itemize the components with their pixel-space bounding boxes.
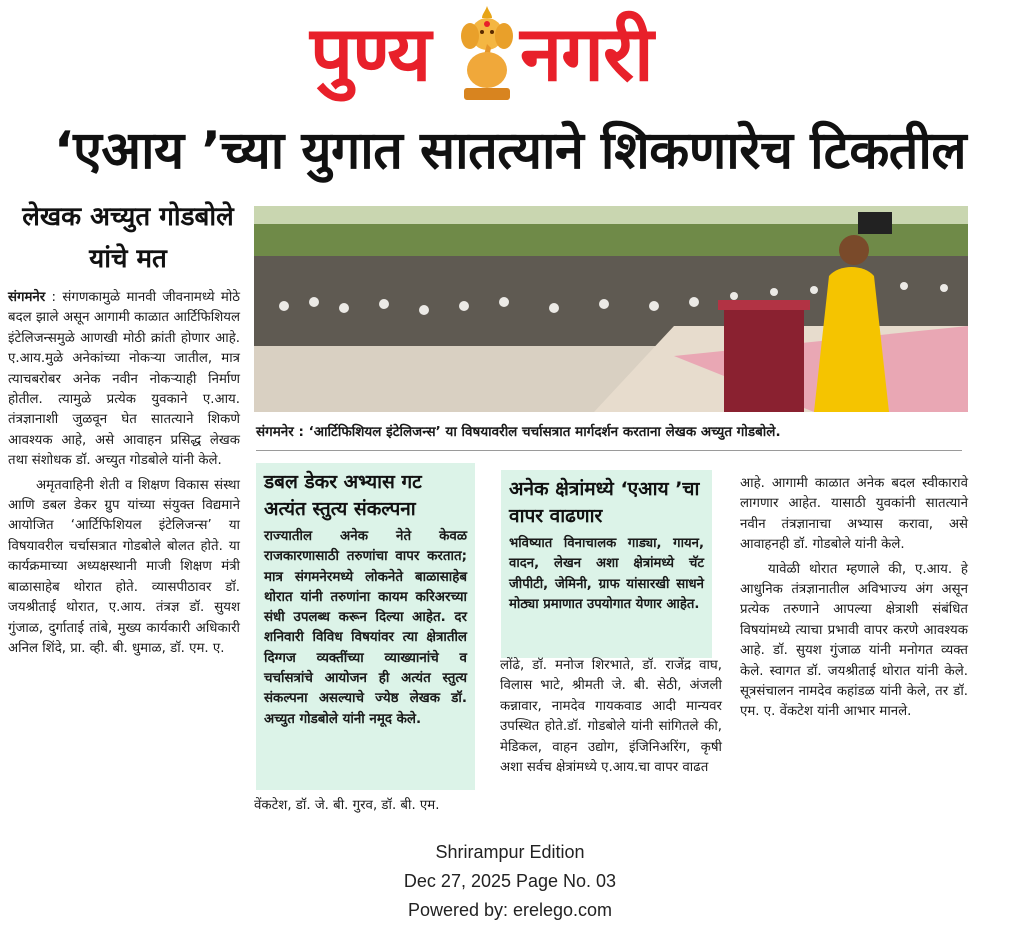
paragraph: आहे. आगामी काळात अनेक बदल स्वीकारावे लागणार आहेत. यासाठी युवकांनी सातत्याने नवीन तंत्रज्ञानाचा अभ्यास करावा, असे आवाहनही डॉ. गोडबोले यांनी केले.	[740, 476, 968, 553]
article-column-3: लोंढे, डॉ. मनोज शिरभाते, डॉ. राजेंद्र वाघ, विलास भाटे, श्रीमती जे. बी. सेठी, अंजली कन्नावार, नामदेव गायकवाड आदी मान्यवर उपस्थित होते.डॉ. गोडबोले यांनी सांगितले की, मेडिकल, वाहन उद्योग, इंजिनिअरिंग, कृषी अशा सर्वच क्षेत्रांमध्ये ए.आय.चा वापर वाढत	[500, 658, 722, 776]
article-column-4	[740, 474, 968, 723]
paragraph: : संगणकामुळे मानवी जीवनामध्ये मोठे बदल झाले असून आगामी काळात आर्टिफिशियल इंटेलिजन्समुळे आणखी मोठी क्रांती होणार आहे. ए.आय.मुळे अनेकांच्या नोकऱ्या जातील, मात्र त्याचबरोबर अनेक नवीन नोकऱ्याही निर्माण होतील. त्यामुळे प्रत्येक युवकाने ए.आय. तंत्रज्ञानाशी जुळवून घेत सातत्याने शिकणे आवश्यक आहे, असे आवाहन प्रसिद्ध लेखक तथा संशोधक डॉ. अच्युत गोडबोले यांनी केले.	[8, 290, 240, 469]
headline: ‘एआय ’च्या युगात सातत्याने शिकणारेच टिकतील	[53, 121, 967, 181]
powered-by-label: Powered by: erelego.com	[407, 900, 613, 920]
box-body: भविष्यात विनाचालक गाड्या, गायन, वादन, लेखन अशा क्षेत्रांमध्ये चॅट जीपीटी, जेमिनी, ग्राफ यांसारखी साधने मोठ्या प्रमाणात उपयोगात येणार आहेत.	[509, 536, 704, 612]
event-photo	[254, 206, 968, 412]
date-page-label: Dec 27, 2025 Page No. 03	[403, 871, 617, 891]
masthead	[0, 0, 1020, 110]
edition-label: Shrirampur Edition	[435, 842, 585, 862]
article-column-1	[8, 288, 240, 659]
paragraph: अमृतवाहिनी शेती व शिक्षण विकास संस्था आणि डबल डेकर ग्रुप यांच्या संयुक्त विद्यमाने आयोजित ‘आर्टिफिशियल इंटेलिजन्स’ या विषयावरील चर्चासत्रात गोडबोले बोलत होते. या कार्यक्रमाच्या अध्यक्षस्थानी माजी शिक्षण मंत्री बाळासाहेब थोरात होते. व्यासपीठावर डॉ. जयश्रीताई थोरात, ए.आय. तंत्रज्ञ डॉ. सुयश गुंजाळ, दुर्गाताई तांबे, मुख्य कार्यकारी अधिकारी अनिल शिंदे, प्रा. व्ही. बी. धुमाळ, डॉ. एम. ए.	[8, 477, 240, 656]
dateline: संगमनेर	[8, 290, 46, 305]
box-body: राज्यातील अनेक नेते केवळ राजकारणासाठी तरुणांचा वापर करतात; मात्र संगमनेरमध्ये लोकनेते बाळासाहेब थोरात यांनी तरुणांना कायम करिअरच्या संधी उपलब्ध करून दिल्या आहेत. दर शनिवारी विविध विषयांवर त्या क्षेत्रातील दिग्गज व्यक्तींच्या व्याख्यानांचे व चर्चासत्रांचे आयोजन ही अत्यंत स्तुत्य संकल्पना असल्याचे ज्येष्ठ लेखक डॉ. अच्युत गोडबोले यांनी नमूद केले.	[264, 529, 467, 727]
photo-caption: संगमनेर : ‘आर्टिफिशियल इंटेलिजन्स’ या विषयावरील चर्चासत्रात मार्गदर्शन करताना लेखक अच्युत गोडबोले.	[256, 424, 781, 440]
box-title: डबल डेकर अभ्यास गट अत्यंत स्तुत्य संकल्पना	[264, 471, 422, 520]
box-title: अनेक क्षेत्रांमध्ये ‘एआय ’चा वापर वाढणार	[509, 478, 700, 527]
paragraph: यावेळी थोरात म्हणाले की, ए.आय. हे आधुनिक तंत्रज्ञानातील अविभाज्य अंग असून प्रत्येक तरुणाने आपल्या क्षेत्राशी संबंधित विषयांमध्ये त्याचा प्रभावी वापर करणे आवश्यक आहे. डॉ. सुयश गुंजाळ यांनी मनोगत व्यक्त केले. स्वागत डॉ. जयश्रीताई थोरात यांनी केले. सूत्रसंचालन नामदेव कहांडळ यांनी केले, तर डॉ. एम. ए. वेंकटेश यांनी आभार मानले.	[740, 561, 968, 720]
footer	[0, 838, 1020, 925]
sidebar-box-ai-sectors	[501, 470, 712, 658]
ganesha-logo-icon	[456, 4, 518, 102]
sidebar-box-double-decker	[256, 463, 475, 790]
subheadline: लेखक अच्युत गोडबोले यांचे मत	[22, 202, 234, 274]
article-column-2-tail: वेंकटेश, डॉ. जे. बी. गुरव, डॉ. बी. एम.	[254, 798, 440, 813]
masthead-title-right: नगरी	[520, 9, 653, 98]
masthead-title-left: पुण्य	[310, 9, 431, 98]
divider	[256, 450, 962, 451]
